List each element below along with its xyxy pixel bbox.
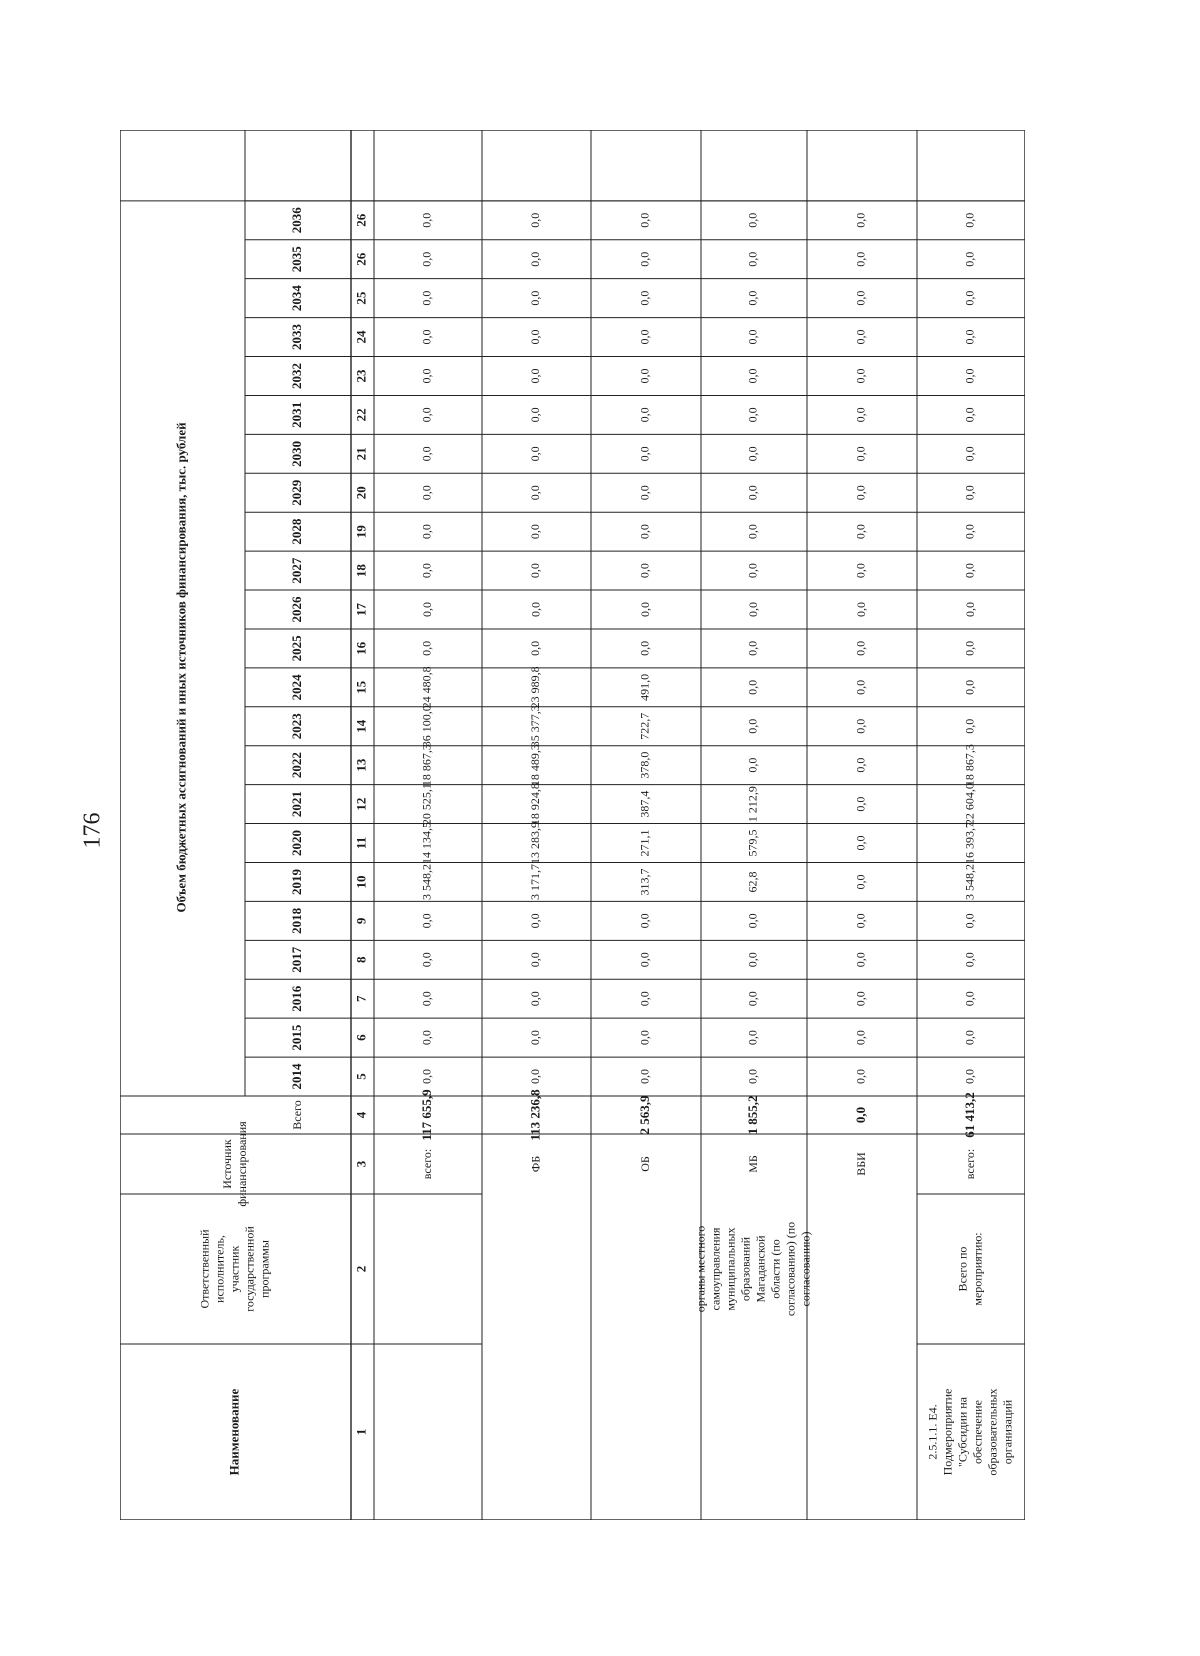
executor-merged-line: образований bbox=[738, 1236, 753, 1302]
row-value: 3 548,2 bbox=[962, 863, 977, 900]
row-value: 0,0 bbox=[962, 1030, 977, 1046]
row-value: 24 480,8 bbox=[419, 666, 434, 709]
row-value: 0,0 bbox=[853, 290, 868, 306]
row-value: 22 604,0 bbox=[962, 783, 977, 826]
row-value: 0,0 bbox=[637, 640, 652, 656]
row-value: 722,7 bbox=[637, 712, 652, 740]
row-value: 0,0 bbox=[419, 329, 434, 345]
row-total: 113 236,8 bbox=[527, 1089, 543, 1141]
header-executor-line: государственной bbox=[242, 1226, 257, 1312]
row-source: ОБ bbox=[637, 1156, 652, 1172]
header-year: 2036 bbox=[288, 207, 304, 234]
row-value: 0,0 bbox=[853, 563, 868, 579]
row-value: 0,0 bbox=[745, 329, 760, 345]
row-value: 16 393,7 bbox=[962, 822, 977, 865]
header-executor-line: исполнитель, bbox=[212, 1235, 227, 1303]
row-value: 0,0 bbox=[745, 640, 760, 656]
column-number: 19 bbox=[353, 525, 369, 539]
row-total: 2 563,9 bbox=[636, 1095, 652, 1135]
row-value: 0,0 bbox=[853, 679, 868, 695]
activity-name-line: обеспечение bbox=[970, 1400, 985, 1464]
row-value: 0,0 bbox=[853, 602, 868, 617]
executor-merged-line: согласованию) bbox=[798, 1231, 813, 1307]
column-number: 9 bbox=[353, 917, 369, 925]
row-value: 0,0 bbox=[745, 446, 760, 462]
table-rotated-group bbox=[120, 130, 1025, 1520]
row-value: 0,0 bbox=[962, 485, 977, 501]
row-value: 0,0 bbox=[637, 446, 652, 462]
row-value: 0,0 bbox=[853, 368, 868, 384]
row-value: 0,0 bbox=[637, 1069, 652, 1085]
row-value: 0,0 bbox=[962, 1069, 977, 1085]
row-value: 0,0 bbox=[528, 485, 543, 501]
row-value: 0,0 bbox=[637, 407, 652, 423]
row-value: 0,0 bbox=[419, 640, 434, 656]
row-value: 0,0 bbox=[853, 446, 868, 462]
header-year: 2033 bbox=[288, 324, 304, 351]
activity-name-line: 2.5.1.1. Е4. bbox=[925, 1404, 940, 1460]
row-value: 0,0 bbox=[853, 407, 868, 423]
row-value: 0,0 bbox=[528, 1030, 543, 1046]
row-value: 0,0 bbox=[419, 446, 434, 462]
row-value: 0,0 bbox=[419, 913, 434, 929]
header-year: 2018 bbox=[288, 907, 304, 934]
row-value: 0,0 bbox=[962, 640, 977, 656]
executor-merged-line: органы местного bbox=[693, 1225, 708, 1313]
budget-table-svg bbox=[120, 130, 1025, 1520]
row-value: 3 171,7 bbox=[528, 863, 543, 900]
row-value: 0,0 bbox=[745, 718, 760, 734]
row-value: 20 525,1 bbox=[419, 783, 434, 826]
row-value: 36 100,0 bbox=[419, 705, 434, 748]
row-value: 0,0 bbox=[745, 602, 760, 617]
row-value: 0,0 bbox=[962, 563, 977, 579]
row-value: 0,0 bbox=[419, 991, 434, 1007]
activity-executor-line: Всего по bbox=[955, 1246, 970, 1292]
row-source: всего: bbox=[962, 1148, 977, 1180]
row-value: 0,0 bbox=[853, 524, 868, 540]
column-number: 11 bbox=[353, 836, 369, 850]
header-year: 2022 bbox=[288, 752, 304, 779]
column-number: 3 bbox=[353, 1160, 369, 1168]
row-value: 0,0 bbox=[419, 602, 434, 617]
row-value: 0,0 bbox=[962, 524, 977, 540]
row-value: 0,0 bbox=[853, 991, 868, 1007]
header-total-line: Всего bbox=[289, 1100, 304, 1130]
row-total: 1 855,2 bbox=[744, 1095, 760, 1135]
column-number: 26 bbox=[353, 252, 369, 266]
header-name bbox=[226, 1388, 241, 1475]
header-year: 2021 bbox=[288, 791, 304, 818]
executor-merged bbox=[693, 1222, 812, 1316]
column-number: 26 bbox=[353, 213, 369, 227]
row-value: 0,0 bbox=[419, 485, 434, 501]
header-year: 2015 bbox=[288, 1024, 304, 1051]
row-value: 0,0 bbox=[962, 290, 977, 306]
row-value: 0,0 bbox=[962, 251, 977, 267]
row-value: 579,5 bbox=[745, 829, 760, 857]
executor-merged-line: Магаданской bbox=[753, 1235, 768, 1303]
row-value: 491,0 bbox=[637, 673, 652, 701]
row-value: 23 989,8 bbox=[528, 666, 543, 709]
header-year: 2032 bbox=[288, 362, 304, 389]
column-number: 13 bbox=[353, 758, 369, 772]
row-value: 0,0 bbox=[745, 290, 760, 306]
row-value: 0,0 bbox=[962, 718, 977, 734]
row-value: 0,0 bbox=[745, 1030, 760, 1046]
column-number: 22 bbox=[353, 408, 369, 422]
row-source: МБ bbox=[745, 1155, 760, 1173]
header-funding-group bbox=[173, 422, 188, 913]
row-value: 313,7 bbox=[637, 868, 652, 896]
row-value: 0,0 bbox=[419, 524, 434, 540]
row-value: 0,0 bbox=[637, 368, 652, 384]
column-number: 15 bbox=[353, 680, 369, 694]
row-source: ФБ bbox=[528, 1155, 543, 1173]
column-number: 24 bbox=[353, 330, 369, 344]
executor-merged-line: согласованию) (по bbox=[783, 1221, 798, 1317]
row-value: 0,0 bbox=[637, 991, 652, 1007]
row-value: 0,0 bbox=[528, 952, 543, 968]
row-value: 0,0 bbox=[745, 679, 760, 695]
row-value: 0,0 bbox=[419, 368, 434, 384]
row-value: 0,0 bbox=[637, 329, 652, 345]
row-value: 62,8 bbox=[745, 871, 760, 893]
row-value: 0,0 bbox=[962, 446, 977, 462]
row-value: 387,4 bbox=[637, 790, 652, 818]
row-value: 0,0 bbox=[637, 485, 652, 501]
row-value: 0,0 bbox=[528, 640, 543, 656]
header-year: 2030 bbox=[288, 440, 304, 467]
header-year: 2025 bbox=[288, 635, 304, 662]
header-name-line: Наименование bbox=[226, 1388, 242, 1476]
row-value: 0,0 bbox=[419, 212, 434, 228]
row-value: 0,0 bbox=[528, 329, 543, 345]
row-value: 0,0 bbox=[528, 290, 543, 306]
row-value: 0,0 bbox=[745, 212, 760, 228]
row-value: 0,0 bbox=[853, 329, 868, 345]
column-number: 5 bbox=[353, 1073, 369, 1080]
row-source: всего: bbox=[419, 1148, 434, 1180]
row-value: 0,0 bbox=[528, 563, 543, 579]
row-value: 0,0 bbox=[528, 446, 543, 462]
row-value: 0,0 bbox=[962, 952, 977, 968]
row-value: 18 867,3 bbox=[419, 744, 434, 787]
row-value: 0,0 bbox=[962, 329, 977, 345]
column-number: 17 bbox=[353, 603, 369, 616]
row-value: 18 867,3 bbox=[962, 744, 977, 787]
row-value: 0,0 bbox=[419, 290, 434, 306]
activity-name bbox=[925, 1388, 1014, 1475]
row-value: 0,0 bbox=[528, 368, 543, 384]
row-value: 0,0 bbox=[528, 251, 543, 267]
row-value: 0,0 bbox=[853, 757, 868, 773]
executor-merged-line: самоуправления bbox=[708, 1227, 723, 1311]
row-value: 0,0 bbox=[637, 524, 652, 540]
header-year: 2026 bbox=[288, 596, 304, 623]
row-value: 0,0 bbox=[853, 212, 868, 228]
row-value: 35 377,3 bbox=[528, 705, 543, 748]
header-year: 2014 bbox=[288, 1063, 304, 1090]
header-funding-group-line: Объем бюджетных ассигнований и иных источников финансирования, тыс. рублей bbox=[173, 422, 189, 913]
row-value: 0,0 bbox=[419, 563, 434, 579]
header-year: 2019 bbox=[288, 868, 304, 895]
row-value: 18 489,3 bbox=[528, 744, 543, 787]
row-value: 0,0 bbox=[853, 913, 868, 929]
row-value: 0,0 bbox=[745, 485, 760, 501]
row-value: 0,0 bbox=[745, 991, 760, 1007]
activity-name-line: организаций bbox=[1000, 1399, 1015, 1465]
page-number-text: 176 bbox=[79, 812, 106, 848]
row-total: 117 655,9 bbox=[418, 1089, 434, 1141]
row-value: 13 283,9 bbox=[528, 822, 543, 865]
row-value: 0,0 bbox=[637, 913, 652, 929]
activity-executor bbox=[955, 1232, 984, 1305]
row-total: 0,0 bbox=[852, 1106, 868, 1124]
row-value: 271,1 bbox=[637, 829, 652, 857]
column-number: 14 bbox=[353, 719, 369, 733]
header-year: 2031 bbox=[288, 401, 304, 428]
header-year: 2020 bbox=[288, 830, 304, 857]
row-value: 0,0 bbox=[745, 407, 760, 423]
activity-name-line: образовательных bbox=[985, 1388, 1000, 1476]
row-value: 0,0 bbox=[745, 251, 760, 267]
row-value: 1 212,9 bbox=[745, 786, 760, 823]
header-executor-line: участник bbox=[227, 1245, 242, 1293]
column-number: 23 bbox=[353, 369, 369, 383]
row-value: 0,0 bbox=[637, 1030, 652, 1046]
row-value: 0,0 bbox=[853, 874, 868, 890]
row-value: 0,0 bbox=[419, 952, 434, 968]
row-value: 0,0 bbox=[528, 407, 543, 423]
row-value: 0,0 bbox=[853, 796, 868, 812]
row-value: 0,0 bbox=[419, 1030, 434, 1046]
row-value: 0,0 bbox=[528, 991, 543, 1007]
row-value: 0,0 bbox=[745, 913, 760, 929]
budget-table bbox=[120, 130, 1025, 1520]
row-value: 0,0 bbox=[853, 251, 868, 267]
column-number: 25 bbox=[353, 291, 369, 305]
row-value: 0,0 bbox=[962, 368, 977, 384]
row-value: 0,0 bbox=[853, 718, 868, 734]
column-number: 10 bbox=[353, 875, 369, 889]
header-year: 2016 bbox=[288, 985, 304, 1012]
header-executor-line: Ответственный bbox=[197, 1229, 212, 1309]
row-value: 0,0 bbox=[853, 485, 868, 501]
column-number: 2 bbox=[353, 1265, 369, 1273]
row-value: 18 924,8 bbox=[528, 783, 543, 826]
row-value: 0,0 bbox=[528, 602, 543, 617]
executor-merged-line: области (по bbox=[768, 1239, 783, 1299]
column-number: 18 bbox=[353, 564, 369, 578]
activity-executor-line: мероприятию: bbox=[970, 1232, 985, 1306]
header-total bbox=[290, 1100, 304, 1129]
header-year: 2034 bbox=[288, 285, 304, 312]
row-value: 0,0 bbox=[637, 290, 652, 306]
header-year: 2023 bbox=[288, 713, 304, 740]
page-number bbox=[78, 800, 108, 860]
column-number: 12 bbox=[353, 797, 369, 811]
row-value: 0,0 bbox=[419, 251, 434, 267]
column-number: 6 bbox=[353, 1034, 369, 1041]
row-value: 0,0 bbox=[962, 602, 977, 617]
row-value: 0,0 bbox=[962, 991, 977, 1007]
row-value: 0,0 bbox=[528, 524, 543, 540]
row-value: 0,0 bbox=[962, 212, 977, 228]
row-value: 0,0 bbox=[528, 1069, 543, 1085]
row-value: 0,0 bbox=[637, 212, 652, 228]
row-value: 3 548,2 bbox=[419, 863, 434, 900]
row-value: 0,0 bbox=[528, 212, 543, 228]
row-value: 0,0 bbox=[962, 679, 977, 695]
row-value: 0,0 bbox=[745, 952, 760, 968]
header-year: 2024 bbox=[288, 674, 304, 701]
row-value: 0,0 bbox=[745, 1069, 760, 1085]
row-value: 0,0 bbox=[745, 524, 760, 540]
row-value: 0,0 bbox=[419, 407, 434, 423]
row-value: 0,0 bbox=[745, 368, 760, 384]
activity-name-line: Подмероприятие bbox=[940, 1388, 955, 1476]
row-value: 0,0 bbox=[745, 757, 760, 773]
header-year: 2035 bbox=[288, 246, 304, 273]
column-number: 21 bbox=[353, 447, 369, 461]
column-number: 4 bbox=[353, 1111, 369, 1119]
header-year: 2029 bbox=[288, 479, 304, 506]
header-executor-line: программы bbox=[257, 1240, 272, 1298]
column-number: 8 bbox=[353, 956, 369, 964]
row-total: 61 413,2 bbox=[961, 1092, 977, 1138]
header-year: 2027 bbox=[288, 557, 304, 584]
row-value: 0,0 bbox=[853, 1030, 868, 1046]
row-value: 0,0 bbox=[637, 602, 652, 617]
row-value: 14 134,5 bbox=[419, 822, 434, 865]
row-value: 0,0 bbox=[637, 563, 652, 579]
row-value: 0,0 bbox=[853, 640, 868, 656]
row-value: 0,0 bbox=[962, 913, 977, 929]
column-number: 16 bbox=[353, 641, 369, 655]
header-year: 2017 bbox=[288, 946, 304, 973]
row-value: 0,0 bbox=[419, 1069, 434, 1085]
row-value: 0,0 bbox=[637, 251, 652, 267]
row-value: 0,0 bbox=[528, 913, 543, 929]
row-value: 0,0 bbox=[853, 952, 868, 968]
column-number: 1 bbox=[353, 1428, 369, 1436]
column-number: 20 bbox=[353, 486, 369, 500]
row-source: ВБИ bbox=[853, 1152, 868, 1176]
header-source-line: финансирования bbox=[234, 1121, 249, 1207]
header-year: 2028 bbox=[288, 518, 304, 545]
column-number: 7 bbox=[353, 995, 369, 1002]
row-value: 0,0 bbox=[853, 835, 868, 851]
row-value: 0,0 bbox=[637, 952, 652, 968]
row-value: 0,0 bbox=[962, 407, 977, 423]
row-value: 0,0 bbox=[745, 563, 760, 579]
activity-name-line: "Субсидии на bbox=[955, 1397, 970, 1467]
row-value: 0,0 bbox=[853, 1069, 868, 1085]
header-source-line: Источник bbox=[219, 1139, 234, 1189]
executor-merged-line: муниципальных bbox=[723, 1227, 738, 1311]
header-executor bbox=[197, 1226, 271, 1312]
row-value: 378,0 bbox=[637, 751, 652, 779]
